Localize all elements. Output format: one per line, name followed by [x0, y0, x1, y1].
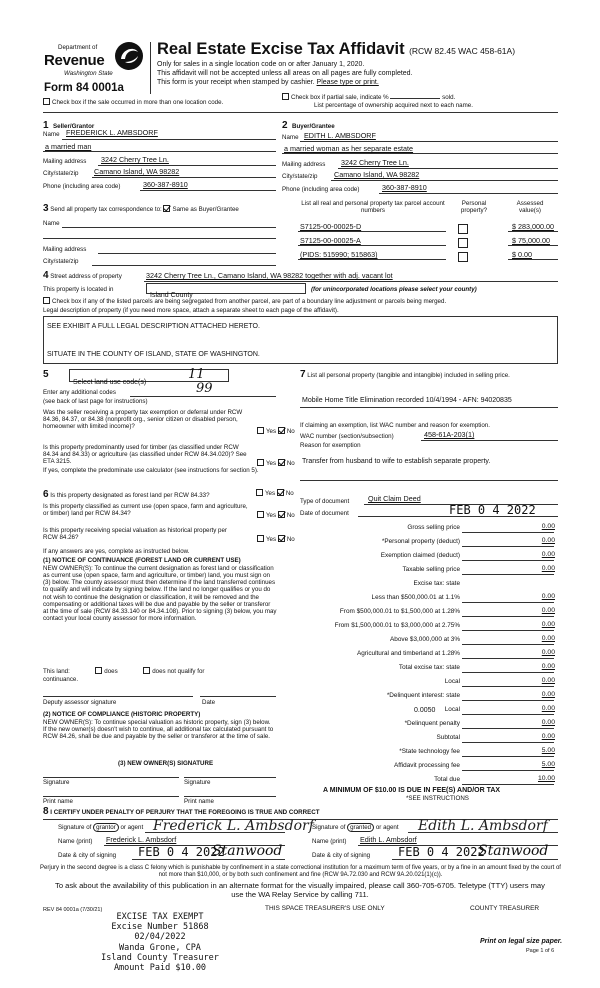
tax-row-line — [462, 546, 554, 547]
buyer-num: 2 — [282, 120, 288, 131]
s5-q2-answer[interactable] — [257, 459, 295, 467]
wac-label: WAC number (section/subsection) — [300, 433, 394, 440]
assessed-3[interactable]: $ 0.00 — [512, 250, 532, 259]
checkbox[interactable] — [257, 459, 264, 466]
treasurer-use: THIS SPACE TREASURER'S USE ONLY — [265, 905, 385, 912]
logo-state: Washington State — [64, 70, 113, 77]
assessed-1[interactable]: $ 283,000.00 — [512, 222, 554, 231]
tax-row-label: *Delinquent interest: state — [386, 692, 460, 699]
s6-q1 — [43, 489, 210, 501]
buyer-phone[interactable]: 360-387-8910 — [382, 183, 427, 192]
assessed-2[interactable]: $ 75,000.00 — [512, 236, 550, 245]
tax-row-line — [462, 532, 554, 533]
street-address[interactable]: 3242 Cherry Tree Ln., Camano Island, WA 98282 together with adj. vacant lot — [146, 271, 393, 280]
header-note-2: This affidavit will not be accepted unless all areas on all pages are fully completed. — [157, 70, 413, 77]
header-note-3 — [157, 79, 379, 87]
stamp-line-6: Amount Paid $10.00 — [113, 962, 207, 973]
s6-q2-answer[interactable] — [257, 511, 295, 519]
s6-q1-text: Is this property designated as forest land per RCW 84.33? — [50, 492, 210, 499]
s5-q1-answer[interactable] — [257, 427, 295, 435]
yes-label: Yes — [266, 536, 277, 543]
see-instructions: *SEE INSTRUCTIONS — [406, 795, 469, 802]
tax-row-label: Total due — [434, 776, 460, 783]
certify-text: I CERTIFY UNDER PENALTY OF PERJURY THAT THE FOREGOING IS TRUE AND CORRECT — [50, 809, 320, 816]
land-use-code-1: 11 — [188, 367, 205, 382]
perjury-text: Perjury in the second degree is a class C felony which is punishable by confinement in a state correctional institution for a maximum term of five years, or by a fine in an amount fixed by the court of not more than $10,000, or by both such confinement and fine (RCW 9A.72.030 and RCW 9A.20.021(1)(c)). — [40, 865, 561, 878]
new-owner-sig-label-1: Signature — [43, 779, 70, 786]
assessed-col-header: Assessed value(s) — [516, 200, 544, 215]
header-note-1: Only for sales in a single location code on or after January 1, 2020. — [157, 61, 365, 68]
tax-row-label: Local — [444, 706, 460, 713]
revenue-swirl-icon — [112, 40, 146, 72]
tax-row-label: Total excise tax: state — [398, 664, 460, 671]
parcel-1[interactable]: S7125-00-00025-D — [300, 222, 362, 231]
doc-date-label: Date of document — [300, 510, 349, 517]
tax-row-line — [462, 658, 554, 659]
section8-num: 8 — [43, 806, 49, 817]
tax-row-value[interactable]: 0.00 — [541, 523, 555, 530]
grantee-date-label: Date & city of signing — [312, 852, 371, 859]
s3-city-label: City/state/zip — [43, 258, 79, 265]
buyer-phone-label: Phone (including area code) — [282, 186, 360, 193]
new-owner-sig-label-2: Signature — [184, 779, 211, 786]
n1-heading: (1) NOTICE OF CONTINUANCE (FOREST LAND OR CURRENT USE) — [43, 557, 241, 564]
tax-row-line — [462, 616, 554, 617]
tax-row-value[interactable]: 0.00 — [541, 593, 555, 600]
section7-text — [300, 369, 558, 381]
tax-row-value[interactable]: 0.00 — [541, 649, 555, 656]
tax-row-label: Excise tax: state — [413, 580, 460, 587]
does-not-label: does not qualify for — [152, 668, 205, 675]
doc-type-label: Type of document — [300, 498, 350, 505]
tax-row-line — [462, 756, 554, 757]
header-divider — [150, 42, 151, 94]
section3-heading — [43, 203, 239, 215]
tax-row-value[interactable]: 0.00 — [541, 733, 555, 740]
stamp-line-5: Island County Treasurer — [101, 952, 219, 963]
section5-num: 5 — [43, 369, 49, 380]
s6-q3-answer[interactable] — [257, 535, 295, 543]
yes-label: Yes — [265, 490, 276, 497]
tax-row-line — [462, 602, 554, 603]
section4-num: 4 — [43, 270, 49, 281]
s6-q2: Is this property classified as current use (open space, farm and agriculture, or timber) land per RCW 84.34? — [43, 503, 248, 518]
no-label: No — [286, 428, 295, 435]
tax-row-value[interactable]: 0.00 — [541, 565, 555, 572]
alt-format-notice: To ask about the availability of this publication in an alternate format for the visually impaired, please call 360-705-6705. Teletype (TTY) users may use the WA Relay Service by calling 711. — [55, 881, 545, 899]
checkbox[interactable] — [43, 98, 50, 105]
seller-name[interactable]: FREDERICK L. AMBSDORF — [66, 128, 158, 137]
seller-name-2[interactable]: a married man — [45, 142, 92, 151]
buyer-city[interactable]: Camano Island, WA 98282 — [334, 170, 420, 179]
this-land-row — [43, 667, 204, 675]
s3-mail-label: Mailing address — [43, 246, 87, 253]
seller-phone-label: Phone (including area code) — [43, 183, 121, 190]
located-label: This property is located in — [43, 286, 114, 293]
tax-row-label: Exemption claimed (deduct) — [380, 552, 460, 559]
tax-row-value[interactable]: 0.00 — [541, 719, 555, 726]
checkbox-checked[interactable] — [163, 205, 170, 212]
segregate-check[interactable] — [43, 297, 446, 305]
tax-row-line — [462, 700, 554, 701]
section7-desc: List all personal property (tangible and intangible) included in selling price. — [307, 372, 510, 379]
sig-of-label: Signature of — [58, 824, 92, 831]
header-note-3a: This form is your receipt when stamped by cashier. — [157, 79, 315, 86]
tax-row-line — [462, 560, 554, 561]
s6-ifany: If any answers are yes, complete as instructed below. — [43, 548, 190, 555]
checkbox-checked[interactable] — [278, 511, 285, 518]
grantor-sig-label — [58, 824, 143, 831]
this-land-label: This land: — [43, 668, 70, 675]
doc-type[interactable]: Quit Claim Deed — [368, 494, 421, 503]
s5-q2b: If yes, complete the predominate use calculator (see instructions for section 5). — [43, 467, 259, 474]
yes-label: Yes — [266, 460, 277, 467]
buyer-heading-text: Buyer/Grantee — [292, 123, 335, 130]
tax-row-value[interactable]: 0.00 — [541, 691, 555, 698]
legal-description-box[interactable] — [43, 316, 558, 364]
n2-heading: (2) NOTICE OF COMPLIANCE (HISTORIC PROPERTY) — [43, 711, 201, 718]
stamp-line-4: Wanda Grone, CPA — [119, 942, 201, 953]
yes-label: Yes — [266, 512, 277, 519]
partial-sold-label: sold. — [442, 94, 456, 101]
grantor-city: Stanwood — [212, 843, 283, 859]
grantee-signature[interactable]: Edith L. Ambsdorf — [418, 818, 548, 834]
wac-number[interactable]: 458-61A-203(1) — [424, 430, 475, 439]
tax-row-value[interactable]: 0.00 — [541, 537, 555, 544]
sig-of-label-2: Signature of — [312, 824, 346, 831]
parcel-2[interactable]: S7125-00-00025-A — [300, 236, 361, 245]
buyer-name[interactable]: EDITH L. AMBSDORF — [304, 131, 376, 140]
checkbox[interactable] — [257, 427, 264, 434]
tax-row-line — [462, 714, 554, 715]
tax-row-line — [462, 742, 554, 743]
title-text: Real Estate Excise Tax Affidavit — [157, 40, 405, 58]
section3-text: Send all property tax correspondence to: — [50, 206, 162, 213]
yes-label: Yes — [266, 428, 277, 435]
title-rcw: (RCW 82.45 WAC 458-61A) — [409, 46, 516, 56]
checkbox[interactable] — [282, 93, 289, 100]
checkbox[interactable] — [257, 511, 264, 518]
does-not-checkbox[interactable] — [143, 667, 150, 674]
grantor-circled: grantor — [93, 823, 119, 832]
checkbox-checked[interactable] — [278, 459, 285, 466]
seller-city[interactable]: Camano Island, WA 98282 — [94, 167, 180, 176]
n2-body: NEW OWNER(S): To continue special valuation as historic property, sign (3) below. If the new owner(s) doesn't wish to continue, all additional tax calculated pursuant to RCW 84.26, shall be due and payable by the seller or transferor at the time of sale. — [43, 719, 274, 741]
buyer-name-2[interactable]: a married woman as her separate estate — [284, 144, 414, 153]
or-agent-label: or agent — [120, 824, 144, 831]
s3-name-label: Name — [43, 220, 60, 227]
street-label: Street address of property — [50, 273, 122, 280]
tax-row-label: Less than $500,000.01 at 1.1% — [371, 594, 460, 601]
tax-row-label: Local — [444, 678, 460, 685]
grantee-circled: granted — [347, 823, 374, 832]
additional-codes-label: Enter any additional codes — [43, 389, 116, 396]
section4-street — [43, 270, 122, 282]
section6-num: 6 — [43, 489, 49, 500]
tax-row-label: Above $3,000,000 at 3% — [390, 636, 460, 643]
minimum-due: A MINIMUM OF $10.00 IS DUE IN FEE(S) AND/OR TAX — [323, 787, 501, 794]
section3-same: Same as Buyer/Grantee — [172, 206, 239, 213]
multi-location-check[interactable] — [43, 98, 223, 106]
tax-row-label: Affidavit processing fee — [394, 762, 460, 769]
segregate-label: Check box if any of the listed parcels are being segregated from another parcel, are part of a boundary line adjustment or parcels being merged. — [52, 298, 447, 305]
tax-row-label: Agricultural and timberland at 1.28% — [356, 650, 460, 657]
parcel-col-header: List all real and personal property tax parcel account numbers — [301, 200, 445, 215]
s5-q1: Was the seller receiving a property tax exemption or deferral under RCW 84.36, 84.37, or 84.38 (nonprofit org., senior citizen or disabled person, homeowner with limited income)? — [43, 409, 243, 431]
checkbox-checked[interactable] — [277, 489, 284, 496]
county-select[interactable] — [146, 283, 306, 299]
exemption-reason[interactable]: Transfer from husband to wife to establish separate property. — [302, 458, 491, 465]
county-treasurer: COUNTY TREASURER — [470, 905, 540, 912]
tax-row-line — [462, 770, 554, 771]
checkbox[interactable] — [257, 535, 264, 542]
form-title — [157, 40, 515, 59]
tax-row-line — [462, 728, 554, 729]
no-label: No — [286, 460, 295, 467]
buyer-mail-label: Mailing address — [282, 161, 326, 168]
tax-row-value[interactable]: 0.00 — [541, 551, 555, 558]
s5-q2: Is this property predominantly used for timber (as classified under RCW 84.34 and 84.33) or agriculture (as classified under RCW 84.34.020)? See ETA 3215. — [43, 444, 247, 466]
no-label: No — [285, 490, 294, 497]
legal-size-note: Print on legal size paper. — [480, 938, 563, 945]
tax-row-line — [462, 574, 554, 575]
grantee-date: FEB 0 4 2022 — [398, 845, 485, 859]
revenue-logo — [40, 40, 150, 96]
stamp-line-2: Excise Number 51868 — [111, 922, 209, 933]
stamp-line-3: 02/04/2022 — [134, 932, 186, 943]
tax-row-line — [462, 672, 554, 673]
personal-col-header: Personal property? — [460, 200, 488, 215]
tax-row-label: From $1,500,000.01 to $3,000,000 at 2.75% — [334, 622, 460, 629]
deputy-sig-label: Deputy assessor signature — [43, 699, 117, 706]
n1-body: NEW OWNER(S): To continue the current designation as forest land or classification as current use (open space, farm and agriculture, or timber) land, you must sign on (3) below. The county assessor must then determine if the land transferred continues to qualify and will indicate by signing below. If the land no longer qualifies or you do not wish to continue the designation or classification, it will be removed and the compensating or additional taxes will be due and payable by the seller or transferor at the time of sale (RCW 84.33.140 or 84.34.108). Prior to signing (3) below, you may contact your local county assessor for more information. — [43, 565, 277, 622]
tax-row-value[interactable]: 5.00 — [541, 761, 555, 768]
tax-row-value[interactable]: 0.00 — [541, 705, 555, 712]
perjury-notice — [38, 865, 563, 879]
seller-num: 1 — [43, 120, 49, 131]
grantor-date-label: Date & city of signing — [58, 852, 117, 859]
county-note: (for unincorporated locations please select your county) — [311, 286, 477, 293]
tax-row-value[interactable]: 0.00 — [541, 607, 555, 614]
exempt-text: If claiming an exemption, list WAC number and reason for exemption. — [300, 422, 490, 429]
new-owner-print-label-1: Print name — [43, 798, 73, 805]
tax-row-label: Gross selling price — [407, 524, 460, 531]
partial-sale-check[interactable] — [282, 93, 455, 101]
seller-city-label: City/state/zip — [43, 170, 79, 177]
grantee-name-label: Name (print) — [312, 838, 347, 845]
treasurer-stamp — [90, 912, 230, 973]
grantee-sig-label — [312, 824, 399, 831]
section7-num: 7 — [300, 369, 306, 380]
does-checkbox[interactable] — [95, 667, 102, 674]
tax-row-label: From $500,000.01 to $1,500,000 at 1.28% — [339, 608, 460, 615]
tax-row-label: Taxable selling price — [402, 566, 460, 573]
grantee-city: Stanwood — [478, 843, 549, 859]
seller-heading-text: Seller/Grantor — [53, 123, 95, 130]
does-label: does — [104, 668, 118, 675]
header-note-3b: Please type or print. — [316, 79, 379, 86]
parcel-3[interactable]: (PIDS: 515990; 515863) — [300, 250, 378, 259]
s6-q1-answer[interactable] — [256, 489, 294, 497]
page-number: Page 1 of 6 — [526, 948, 555, 954]
personal-checkbox-2[interactable] — [458, 238, 468, 248]
section3-num: 3 — [43, 203, 49, 214]
tax-row-value[interactable]: 0.00 — [541, 677, 555, 684]
tax-row-label: *Delinquent penalty — [404, 720, 460, 727]
reason-label: Reason for exemption — [300, 442, 361, 449]
or-agent-label-2: or agent — [375, 824, 399, 831]
buyer-name-label: Name — [282, 134, 299, 141]
land-use-code-2: 99 — [196, 381, 213, 396]
see-back-note: (see back of last page for instructions) — [43, 398, 148, 405]
no-label: No — [286, 512, 295, 519]
buyer-mail[interactable]: 3242 Cherry Tree Ln. — [341, 158, 409, 167]
tax-row-value[interactable]: 5.00 — [541, 747, 555, 754]
rev-code: REV 84 0001a (7/30/21) — [43, 907, 103, 913]
legal-line-2: SITUATE IN THE COUNTY OF ISLAND, STATE OF WASHINGTON. — [47, 351, 260, 358]
tax-row-value[interactable]: 0.00 — [541, 663, 555, 670]
grantor-signature[interactable]: Frederick L. Ambsdorf — [153, 818, 314, 834]
tax-row-line — [462, 686, 554, 687]
stamp-line-1: EXCISE TAX EXEMPT — [116, 912, 204, 922]
checkbox[interactable] — [256, 489, 263, 496]
county-value: Island County — [150, 292, 193, 299]
legal-label: Legal description of property (if you need more space, attach a separate sheet to each page of the affidavit). — [43, 307, 339, 314]
continuance-label: continuance. — [43, 676, 79, 683]
seller-mail-label: Mailing address — [43, 158, 87, 165]
seller-mail[interactable]: 3242 Cherry Tree Ln. — [101, 155, 169, 164]
deputy-date-label: Date — [202, 699, 216, 706]
personal-property-value[interactable]: Mobile Home Title Elimination recorded 10/4/1994 - AFN: 94020835 — [302, 397, 512, 404]
tax-row-label: Subtotal — [436, 734, 460, 741]
seller-name-label: Name — [43, 131, 60, 138]
grantor-name-label: Name (print) — [58, 838, 93, 845]
logo-dept: Department of — [58, 44, 98, 51]
logo-revenue: Revenue — [44, 52, 105, 69]
tax-row-line — [462, 784, 554, 785]
land-use-select-text: Select land use code(s) — [73, 379, 147, 386]
tax-row-label: *State technology fee — [399, 748, 460, 755]
legal-line-1: SEE EXHIBIT A FULL LEGAL DESCRIPTION ATTACHED HERETO. — [47, 323, 260, 330]
local-rate: 0.0050 — [414, 707, 436, 714]
grantor-date: FEB 0 4 2022 — [138, 845, 225, 859]
buyer-city-label: City/state/zip — [282, 173, 318, 180]
partial-list-note: List percentage of ownership acquired next to each name. — [314, 102, 473, 109]
grantee-name-print[interactable]: Edith L. Ambsdorf — [360, 835, 417, 844]
seller-phone[interactable]: 360-387-8910 — [143, 180, 188, 189]
tax-row-label: *Personal property (deduct) — [381, 538, 460, 545]
grantor-name-print[interactable]: Frederick L. Ambsdorf — [106, 835, 177, 844]
checkbox-checked[interactable] — [278, 535, 285, 542]
doc-date-stamp: FEB 0 4 2022 — [449, 503, 536, 517]
new-owner-print-label-2: Print name — [184, 798, 214, 805]
checkbox-checked[interactable] — [278, 427, 285, 434]
form-number: Form 84 0001a — [44, 82, 124, 94]
tax-row-line — [462, 644, 554, 645]
n3-heading: (3) NEW OWNER(S) SIGNATURE — [118, 760, 214, 767]
tax-row-line — [462, 630, 554, 631]
partial-sale-label: Check box if partial sale, indicate % — [291, 94, 389, 101]
no-label: No — [286, 536, 295, 543]
tax-row-value[interactable]: 10.00 — [537, 775, 555, 782]
multi-location-label: Check box if the sale occurred in more than one location code. — [52, 99, 224, 106]
tax-row-value[interactable]: 0.00 — [541, 635, 555, 642]
personal-checkbox-1[interactable] — [458, 224, 468, 234]
tax-row-value[interactable]: 0.00 — [541, 621, 555, 628]
personal-checkbox-3[interactable] — [458, 252, 468, 262]
s6-q3: Is this property receiving special valuation as historical property per RCW 84.26? — [43, 527, 227, 542]
checkbox[interactable] — [43, 297, 50, 304]
